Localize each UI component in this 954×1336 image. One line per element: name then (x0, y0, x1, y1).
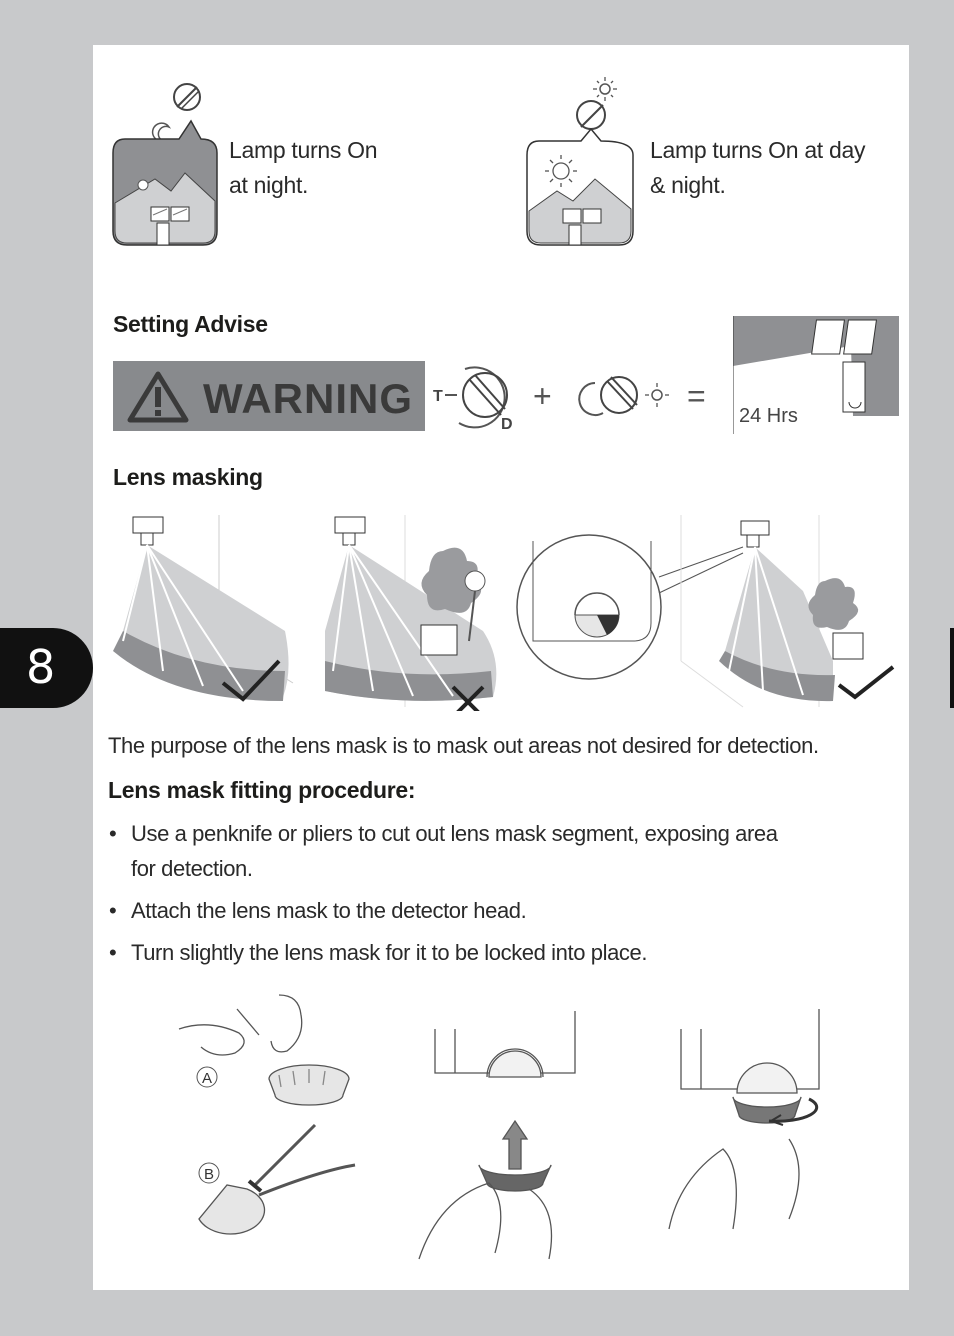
step-a-label: A (202, 1070, 213, 1087)
step-3-line1: Turn slightly the lens mask for it to be locked into place. (131, 940, 648, 965)
warning-label: WARNING (203, 375, 413, 422)
bullet-dot: • (109, 898, 117, 923)
time-dial-icon (445, 367, 507, 427)
night-mode-illustration (109, 81, 221, 249)
mode-night-line2: at night. (229, 172, 309, 198)
cut-with-penknife-step (179, 995, 349, 1105)
bullet-dot: • (109, 821, 117, 846)
day-night-dial-icon (579, 377, 669, 415)
warning-banner (113, 361, 425, 431)
fitting-illustration (169, 989, 849, 1269)
setting-formula (429, 357, 729, 437)
dial-d-label: D (501, 416, 513, 433)
step-1-line1: Use a penknife or pliers to cut out lens mask segment, exposing area (131, 821, 778, 846)
sun-icon (593, 77, 617, 101)
equals-sign: = (687, 378, 706, 414)
coverage-blocked-panel (325, 515, 496, 711)
step-2-line1: Attach the lens mask to the detector head. (131, 898, 527, 923)
lens-closeup-panel (517, 535, 743, 679)
step-1-line2: for detection. (131, 856, 253, 881)
page-number: 8 (26, 640, 56, 694)
coverage-masked-panel (681, 515, 893, 707)
day-night-mode-illustration (523, 75, 639, 249)
plus-sign: + (533, 378, 552, 414)
manual-page (93, 45, 909, 1290)
mode-day-night-line1: Lamp turns On at day (650, 137, 866, 163)
mode-day-night-text (650, 133, 865, 203)
dial-icon (577, 101, 605, 129)
lens-masking-illustration (103, 511, 903, 711)
page-number-tab (0, 628, 93, 708)
mode-day-night-line2: & night. (650, 172, 726, 198)
check-icon (839, 667, 893, 697)
dial-t-label: T (433, 388, 443, 405)
procedure-heading: Lens mask fitting procedure: (108, 777, 416, 803)
dial-icon (174, 84, 200, 110)
lens-mask-purpose: The purpose of the lens mask is to mask out areas not desired for detection. (108, 733, 819, 758)
step-b-label: B (204, 1166, 215, 1183)
lock-mask-step (669, 1009, 819, 1229)
hours-label: 24 Hrs (739, 405, 798, 427)
mode-night-text (229, 133, 377, 203)
bullet-dot: • (109, 940, 117, 965)
warning-triangle-icon (127, 371, 189, 423)
attach-mask-step (419, 1011, 575, 1259)
lens-masking-heading: Lens masking (113, 464, 263, 490)
coverage-full-panel (113, 515, 293, 701)
cut-with-pliers-step (199, 1125, 355, 1234)
mode-night-line1: Lamp turns On (229, 137, 378, 163)
setting-advise-heading: Setting Advise (113, 311, 268, 337)
edge-marker (950, 628, 954, 708)
